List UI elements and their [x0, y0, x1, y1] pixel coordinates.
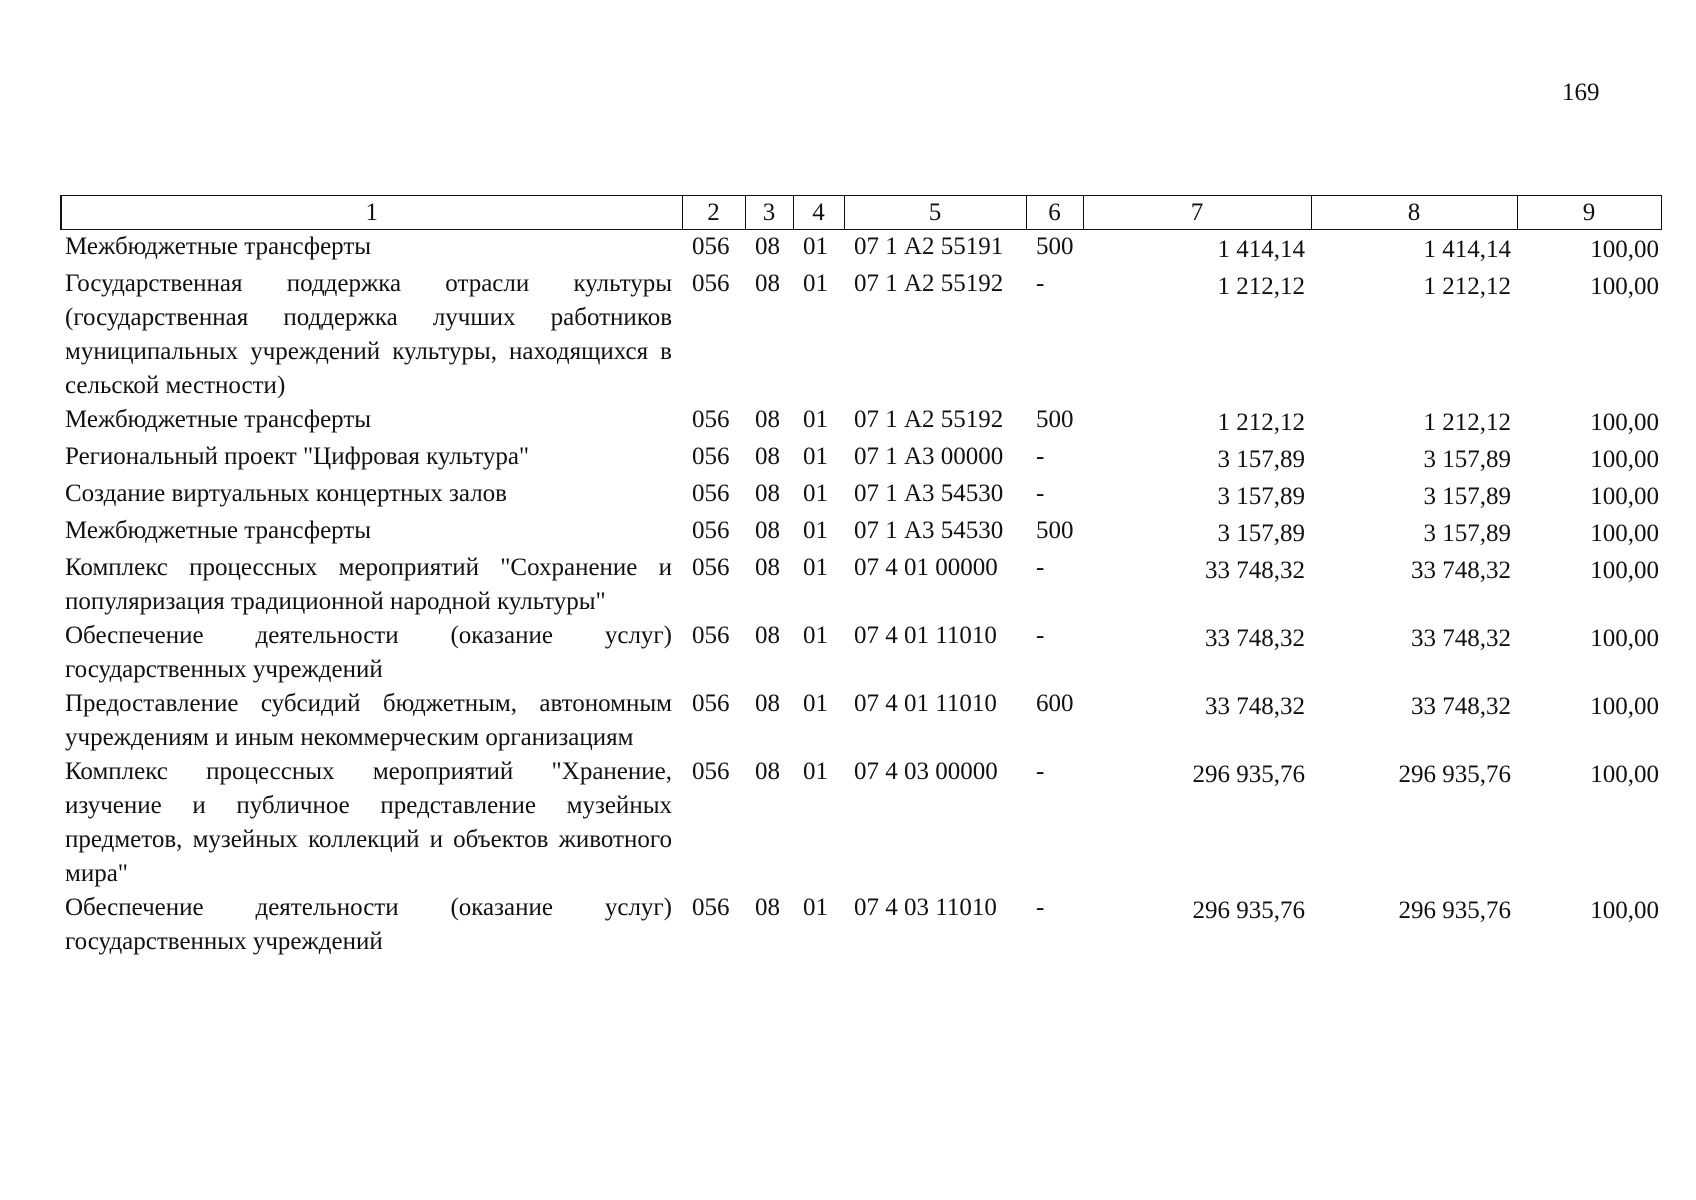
row-col-9: 100,00: [1590, 520, 1659, 547]
header-row: [61, 196, 1661, 230]
row-col-5: 07 1 А3 00000: [854, 443, 1004, 470]
row-col-9: 100,00: [1590, 693, 1659, 720]
table-body: [61, 230, 1661, 960]
header-col-3: 3: [745, 196, 793, 230]
row-col-6: -: [1036, 443, 1045, 470]
row-col-8: 296 935,76: [1398, 761, 1511, 788]
row-name: Государственная поддержка отрасли культуры (государственная поддержка лучших работников муниципальных учреждений культуры, находящихся в сельской местности): [65, 270, 672, 399]
row-name: Комплекс процессных мероприятий "Сохранение и популяризация традиционной народной культуры": [65, 554, 672, 615]
row-col-8: 3 157,89: [1423, 446, 1511, 473]
row-col-3: 08: [755, 406, 780, 433]
row-col-8: 1 212,12: [1423, 273, 1511, 300]
row-col-2: 056: [692, 406, 730, 433]
row-col-5: 07 4 01 11010: [854, 622, 997, 649]
row-col-7: 296 935,76: [1192, 761, 1305, 788]
row-col-8: 33 748,32: [1411, 693, 1511, 720]
row-col-8: 33 748,32: [1411, 557, 1511, 584]
row-col-5: 07 4 01 11010: [854, 690, 997, 717]
row-col-7: 33 748,32: [1205, 557, 1305, 584]
table-row: [61, 403, 1661, 440]
row-col-9: 100,00: [1590, 897, 1659, 924]
row-col-6: 500: [1036, 406, 1074, 433]
row-col-6: -: [1036, 554, 1045, 581]
table-row: [61, 477, 1661, 514]
table-row: [61, 891, 1661, 959]
row-col-9: 100,00: [1590, 273, 1659, 300]
header-col-1: 1: [61, 196, 682, 230]
header-col-7: 7: [1083, 196, 1311, 230]
row-col-9: 100,00: [1590, 236, 1659, 263]
row-col-3: 08: [755, 690, 780, 717]
row-col-2: 056: [692, 690, 730, 717]
table-header: [61, 196, 1661, 230]
row-col-9: 100,00: [1590, 625, 1659, 652]
row-col-3: 08: [755, 270, 780, 297]
row-col-2: 056: [692, 517, 730, 544]
row-name: Межбюджетные трансферты: [65, 406, 372, 433]
table-row: [61, 514, 1661, 551]
row-name: Комплекс процессных мероприятий "Хранение, изучение и публичное представление музейных предметов, музейных коллекций и объектов животного мира": [65, 758, 672, 887]
row-col-7: 33 748,32: [1205, 693, 1305, 720]
row-col-6: -: [1036, 894, 1045, 921]
row-col-2: 056: [692, 443, 730, 470]
row-col-4: 01: [803, 758, 828, 785]
budget-table: [60, 195, 1662, 959]
row-col-2: 056: [692, 554, 730, 581]
row-col-3: 08: [755, 622, 780, 649]
row-col-5: 07 1 А2 55192: [854, 270, 1004, 297]
row-col-6: -: [1036, 758, 1045, 785]
row-col-3: 08: [755, 233, 780, 260]
row-col-2: 056: [692, 270, 730, 297]
row-col-2: 056: [692, 758, 730, 785]
row-col-3: 08: [755, 554, 780, 581]
row-col-3: 08: [755, 894, 780, 921]
row-name: Обеспечение деятельности (оказание услуг) государственных учреждений: [65, 622, 672, 683]
header-col-4: 4: [793, 196, 844, 230]
header-col-6: 6: [1026, 196, 1083, 230]
row-col-6: -: [1036, 622, 1045, 649]
row-col-4: 01: [803, 270, 828, 297]
table-row: [61, 440, 1661, 477]
row-col-3: 08: [755, 443, 780, 470]
row-col-7: 33 748,32: [1205, 625, 1305, 652]
row-col-7: 3 157,89: [1217, 446, 1305, 473]
row-col-6: 600: [1036, 690, 1074, 717]
row-col-4: 01: [803, 690, 828, 717]
row-col-2: 056: [692, 233, 730, 260]
row-col-6: -: [1036, 270, 1045, 297]
row-col-7: 3 157,89: [1217, 483, 1305, 510]
table-row: [61, 230, 1661, 268]
row-name: Межбюджетные трансферты: [65, 517, 372, 544]
page-number: 169: [1562, 79, 1600, 106]
row-col-9: 100,00: [1590, 761, 1659, 788]
header-col-5: 5: [844, 196, 1026, 230]
row-name: Обеспечение деятельности (оказание услуг) государственных учреждений: [65, 894, 672, 955]
row-col-5: 07 4 01 00000: [854, 554, 998, 581]
row-col-4: 01: [803, 517, 828, 544]
row-col-2: 056: [692, 622, 730, 649]
row-col-9: 100,00: [1590, 483, 1659, 510]
row-col-5: 07 1 А2 55192: [854, 406, 1004, 433]
row-name: Создание виртуальных концертных залов: [65, 480, 507, 507]
table-row: [61, 267, 1661, 403]
table-row: [61, 619, 1661, 687]
row-col-6: 500: [1036, 517, 1074, 544]
header-col-2: 2: [682, 196, 745, 230]
row-col-4: 01: [803, 622, 828, 649]
header-col-8: 8: [1311, 196, 1517, 230]
row-col-8: 33 748,32: [1411, 625, 1511, 652]
row-col-2: 056: [692, 894, 730, 921]
row-col-5: 07 1 А3 54530: [854, 480, 1004, 507]
row-col-8: 296 935,76: [1398, 897, 1511, 924]
row-col-5: 07 4 03 11010: [854, 894, 997, 921]
table-row: [61, 755, 1661, 891]
row-col-3: 08: [755, 758, 780, 785]
row-col-7: 296 935,76: [1192, 897, 1305, 924]
row-col-4: 01: [803, 233, 828, 260]
row-col-7: 1 414,14: [1217, 236, 1305, 263]
row-col-7: 1 212,12: [1217, 409, 1305, 436]
row-col-8: 3 157,89: [1423, 520, 1511, 547]
row-col-4: 01: [803, 894, 828, 921]
row-col-4: 01: [803, 554, 828, 581]
row-name: Региональный проект "Цифровая культура": [65, 443, 530, 470]
row-col-3: 08: [755, 480, 780, 507]
row-col-9: 100,00: [1590, 446, 1659, 473]
table-row: [61, 687, 1661, 755]
row-col-7: 3 157,89: [1217, 520, 1305, 547]
row-col-8: 3 157,89: [1423, 483, 1511, 510]
row-col-7: 1 212,12: [1217, 273, 1305, 300]
row-col-9: 100,00: [1590, 409, 1659, 436]
row-name: Предоставление субсидий бюджетным, автономным учреждениям и иным некоммерческим организациям: [65, 690, 672, 751]
row-col-5: 07 1 А2 55191: [854, 233, 1004, 260]
row-col-6: -: [1036, 480, 1045, 507]
row-name: Межбюджетные трансферты: [65, 233, 372, 260]
table-row: [61, 551, 1661, 619]
row-col-4: 01: [803, 443, 828, 470]
row-col-8: 1 414,14: [1423, 236, 1511, 263]
row-col-8: 1 212,12: [1423, 409, 1511, 436]
header-col-9: 9: [1517, 196, 1661, 230]
row-col-4: 01: [803, 406, 828, 433]
row-col-5: 07 4 03 00000: [854, 758, 998, 785]
row-col-3: 08: [755, 517, 780, 544]
row-col-2: 056: [692, 480, 730, 507]
row-col-4: 01: [803, 480, 828, 507]
row-col-9: 100,00: [1590, 557, 1659, 584]
row-col-5: 07 1 А3 54530: [854, 517, 1004, 544]
row-col-6: 500: [1036, 233, 1074, 260]
